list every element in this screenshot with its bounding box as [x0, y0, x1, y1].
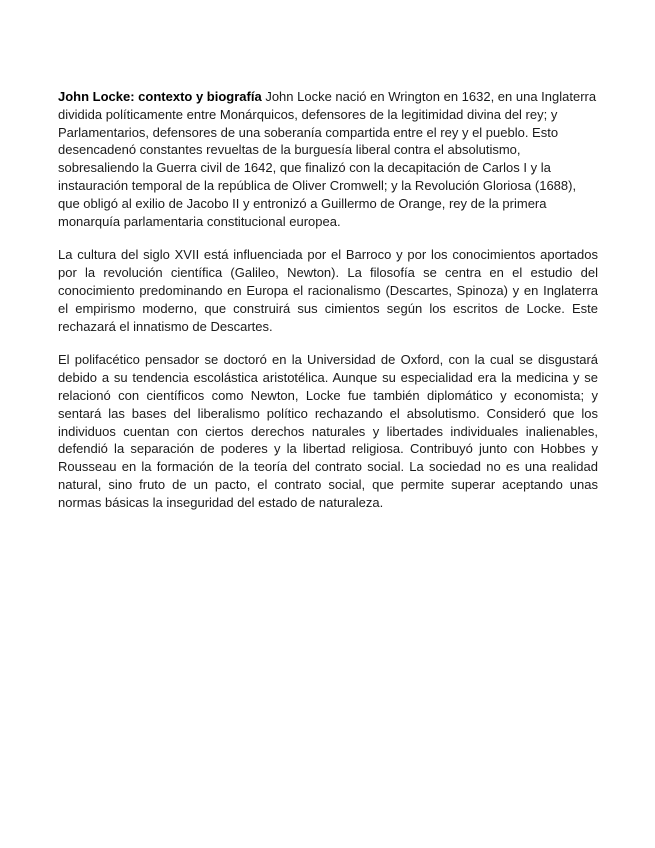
paragraph-intro — [58, 88, 598, 230]
paragraph-biography: El polifacético pensador se doctoró en la Universidad de Oxford, con la cual se disgustará debido a su tendencia escolástica aristotélica. Aunque su especialidad era la medicina y se relacionó con científicos como Newton, Locke fue también diplomático y economista; y sentará las bases del liberalismo político rechazando el absolutismo. Consideró que los individuos cuentan con ciertos derechos naturales y libertades individuales inalienables, defendió la separación de poderes y la libertad religiosa. Contribuyó junto con Hobbes y Rousseau en la formación de la teoría del contrato social. La sociedad no es una realidad natural, sino fruto de un pacto, el contrato social, que permite superar aceptando unas normas básicas la inseguridad del estado de naturaleza. — [58, 352, 598, 510]
section-heading: John Locke: contexto y biografía — [58, 89, 262, 104]
paragraph-intro-text: John Locke nació en Wrington en 1632, en una Inglaterra dividida políticamente entre Monárquicos, defensores de la legitimidad divina del rey; y Parlamentarios, defensores de una soberanía compartida entre el rey y el pueblo. Esto desencadenó constantes revueltas de la burguesía liberal contra el absolutismo, sobresaliendo la Guerra civil de 1642, que finalizó con la decapitación de Carlos I y la instauración temporal de la república de Oliver Cromwell; y la Revolución Gloriosa (1688), que obligó al exilio de Jacobo II y entronizó a Guillermo de Orange, rey de la primera monarquía parlamentaria constitucional europea. — [58, 89, 597, 229]
document-body — [58, 88, 598, 528]
paragraph-culture: La cultura del siglo XVII está influenciada por el Barroco y por los conocimientos aportados por la revolución científica (Galileo, Newton). La filosofía se centra en el estudio del conocimiento predominando en Europa el racionalismo (Descartes, Spinoza) y en Inglaterra el empirismo moderno, que construirá sus cimientos según los escritos de Locke. Este rechazará el innatismo de Descartes. — [58, 247, 598, 334]
